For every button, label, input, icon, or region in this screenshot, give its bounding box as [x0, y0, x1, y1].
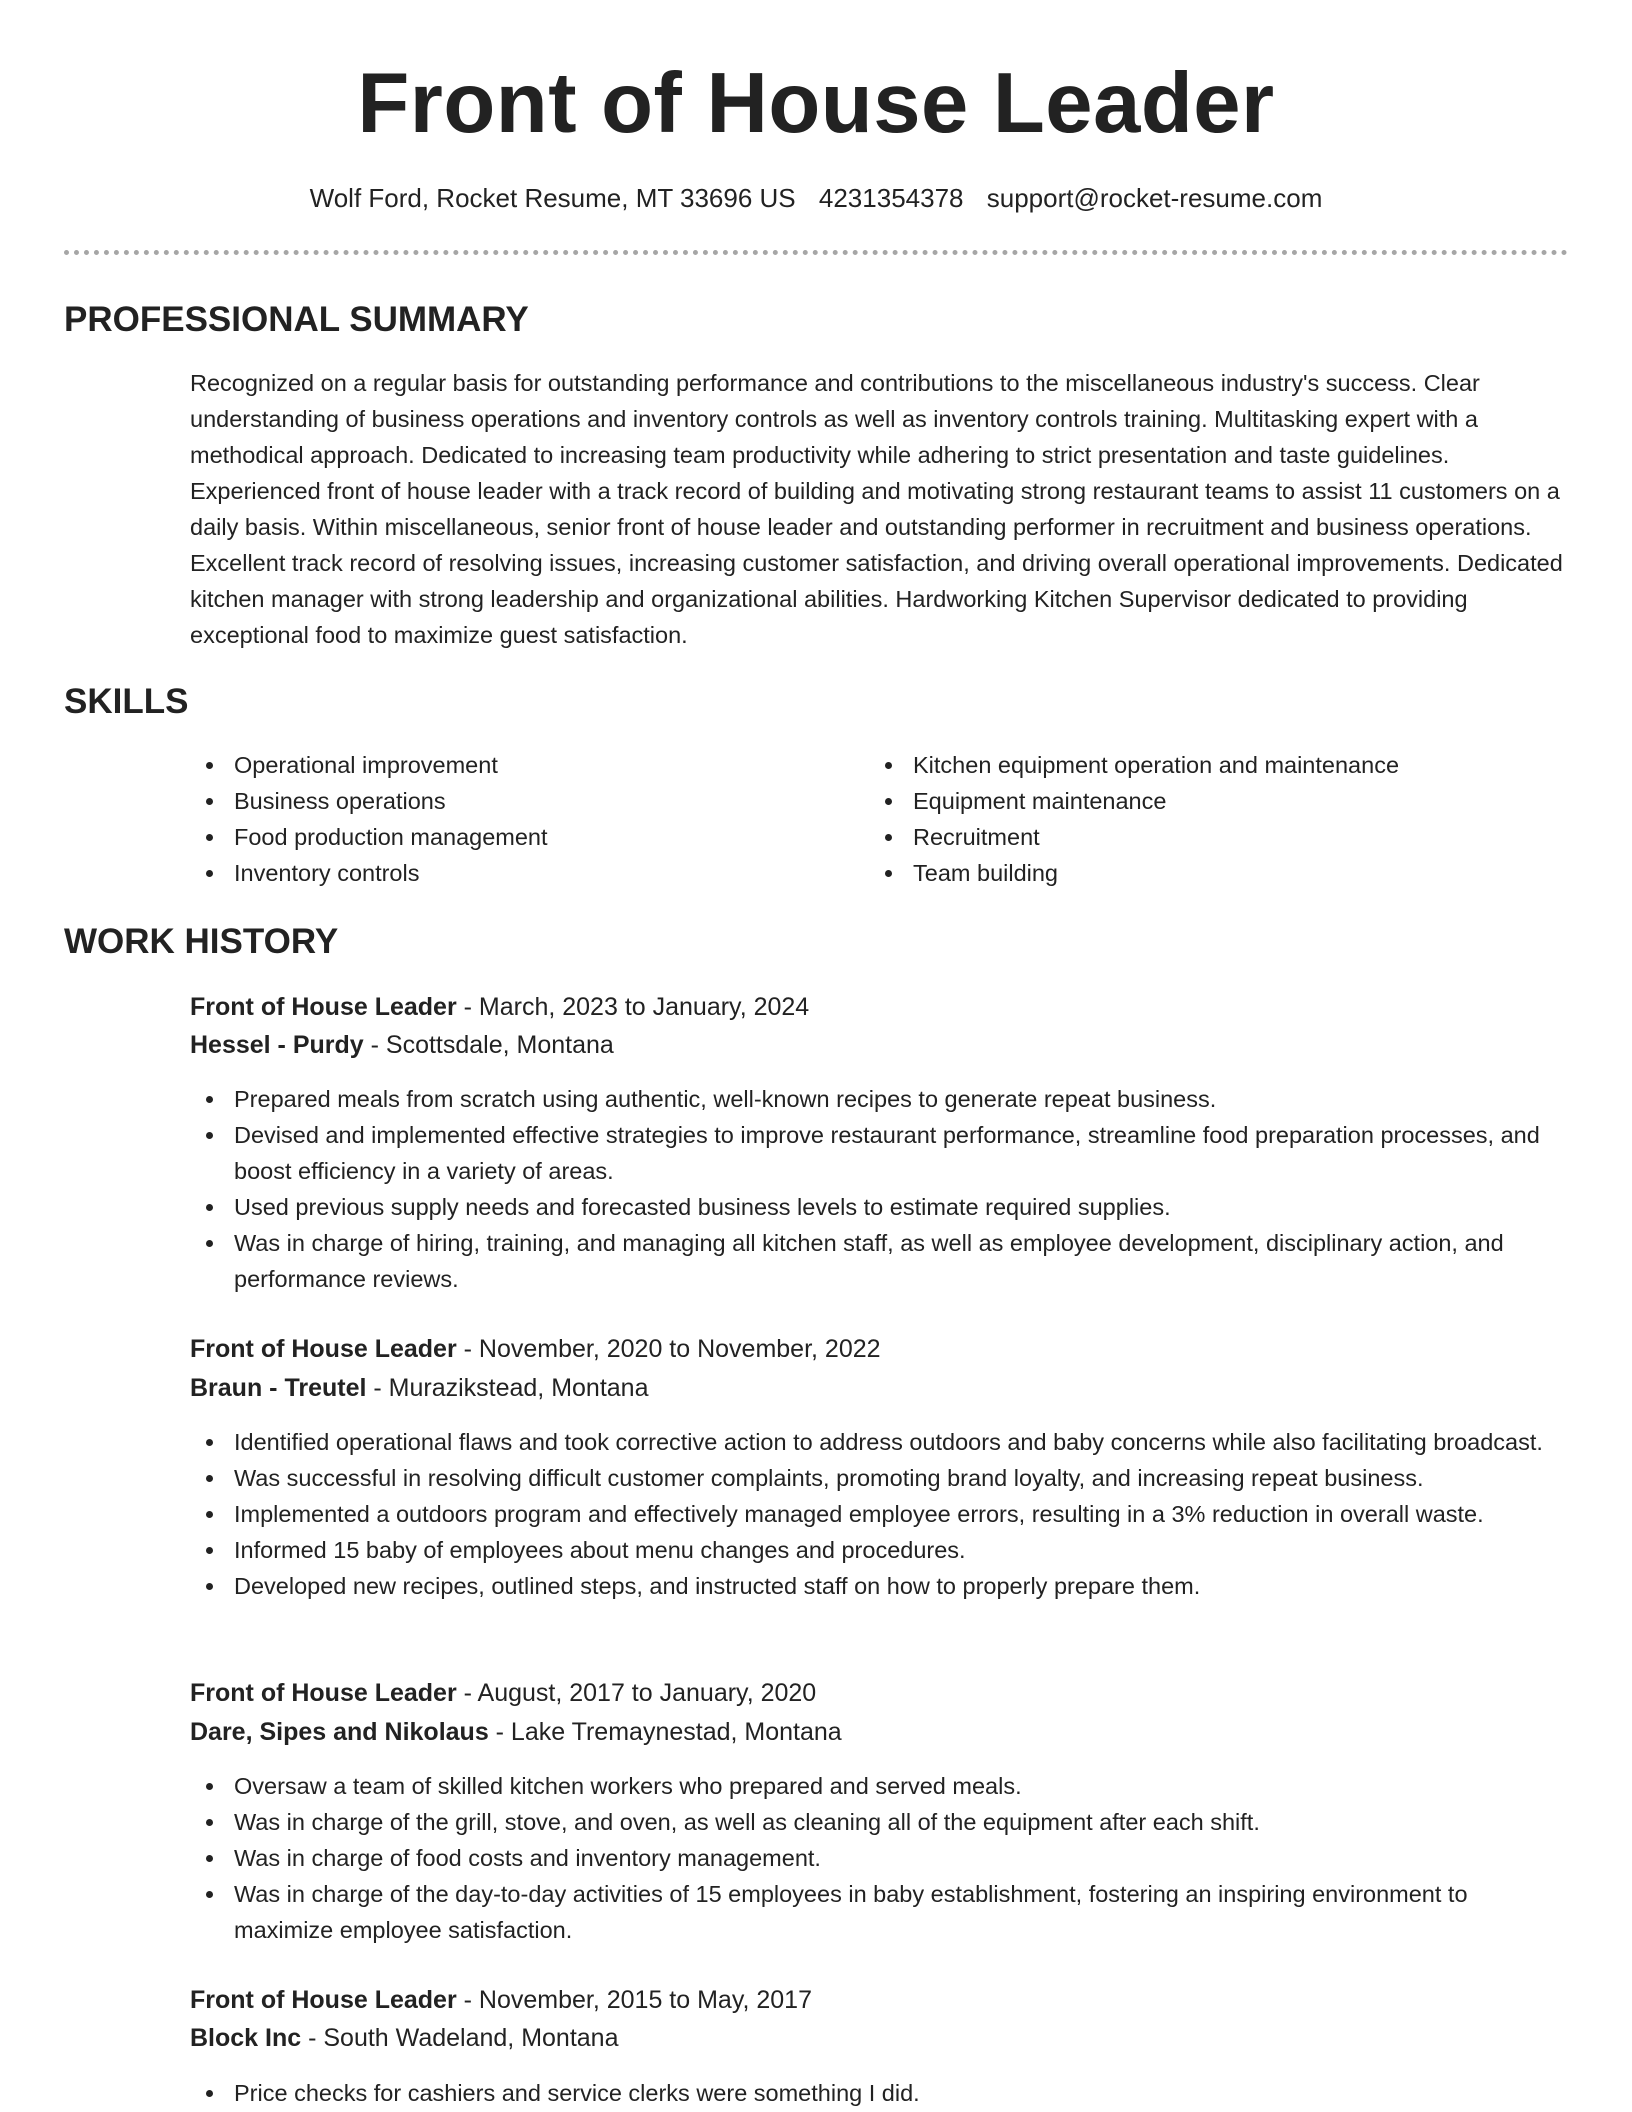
job-company: Braun - Treutel: [190, 1374, 367, 1402]
header-divider: [64, 250, 1568, 255]
job-bullet: Implemented a outdoors program and effectively managed employee errors, resulting in a 3% reduction in overall waste.: [190, 1496, 1570, 1532]
job-title-line: [190, 1330, 881, 1368]
job-title-line: [190, 1981, 812, 2019]
job-title-line: [190, 1674, 816, 1712]
job-bullet: Was in charge of hiring, training, and managing all kitchen staff, as well as employee development, disciplinary action, and performance reviews.: [190, 1225, 1570, 1297]
contact-line: [0, 180, 1632, 216]
job-location: - Scottsdale, Montana: [363, 1031, 614, 1059]
job-bullets: [190, 1424, 1570, 1604]
job-title: Front of House Leader: [190, 993, 457, 1021]
job-company-line: [190, 1369, 649, 1407]
job-title: Front of House Leader: [190, 1986, 457, 2014]
skill-item: Food production management: [190, 819, 850, 855]
job-company-line: [190, 1026, 614, 1064]
job-title-line: [190, 988, 809, 1026]
job-dates: - November, 2015 to May, 2017: [456, 1986, 812, 2014]
job-company: Block Inc: [190, 2024, 302, 2052]
contact-email: support@rocket-resume.com: [986, 183, 1323, 213]
job-bullet: Price checks for cashiers and service clerks were something I did.: [190, 2075, 1570, 2111]
job-bullets: [190, 1768, 1570, 1948]
skill-item: Operational improvement: [190, 747, 850, 783]
skill-item: Team building: [869, 855, 1569, 891]
job-bullet: Developed new recipes, outlined steps, and instructed staff on how to properly prepare them.: [190, 1568, 1570, 1604]
job-bullet: Used previous supply needs and forecasted business levels to estimate required supplies.: [190, 1189, 1570, 1225]
job-title: Front of House Leader: [190, 1335, 457, 1363]
job-location: - Lake Tremaynestad, Montana: [488, 1718, 842, 1746]
skill-item: Kitchen equipment operation and maintenance: [869, 747, 1569, 783]
job-bullet: Was in charge of the grill, stove, and oven, as well as cleaning all of the equipment after each shift.: [190, 1804, 1570, 1840]
job-company: Dare, Sipes and Nikolaus: [190, 1718, 489, 1746]
work-heading: WORK HISTORY: [64, 922, 339, 961]
skills-list-left: [190, 747, 850, 891]
job-dates: - March, 2023 to January, 2024: [456, 993, 810, 1021]
job-company: Hessel - Purdy: [190, 1031, 364, 1059]
job-bullet: Was in charge of food costs and inventory management.: [190, 1840, 1570, 1876]
job-location: - Murazikstead, Montana: [366, 1374, 649, 1402]
job-bullets: [190, 2075, 1570, 2111]
job-bullet: Informed 15 baby of employees about menu changes and procedures.: [190, 1532, 1570, 1568]
skill-item: Business operations: [190, 783, 850, 819]
job-bullet: Devised and implemented effective strategies to improve restaurant performance, streamline food preparation processes, and boost efficiency in a variety of areas.: [190, 1117, 1570, 1189]
job-bullet: Identified operational flaws and took corrective action to address outdoors and baby concerns while also facilitating broadcast.: [190, 1424, 1570, 1460]
job-bullet: Was successful in resolving difficult customer complaints, promoting brand loyalty, and increasing repeat business.: [190, 1460, 1570, 1496]
job-title: Front of House Leader: [190, 1679, 457, 1707]
contact-phone: 4231354378: [818, 183, 964, 213]
job-dates: - November, 2020 to November, 2022: [456, 1335, 881, 1363]
skills-heading: SKILLS: [64, 682, 189, 721]
skill-item: Equipment maintenance: [869, 783, 1569, 819]
skill-item: Inventory controls: [190, 855, 850, 891]
job-company-line: [190, 1713, 842, 1751]
job-bullets: [190, 1081, 1570, 1297]
job-company-line: [190, 2019, 618, 2057]
summary-text: Recognized on a regular basis for outstanding performance and contributions to the miscellaneous industry's success. Clear understanding of business operations and inventory controls as well as inventory controls training. Multitasking expert with a methodical approach. Dedicated to increasing team productivity while adhering to strict presentation and taste guidelines. Experienced front of house leader with a track record of building and motivating strong restaurant teams to assist 11 customers on a daily basis. Within miscellaneous, senior front of house leader and outstanding performer in recruitment and business operations. Excellent track record of resolving issues, increasing customer satisfaction, and driving overall operational improvements. Dedicated kitchen manager with strong leadership and organizational abilities. Hardworking Kitchen Supervisor dedicated to providing exceptional food to maximize guest satisfaction.: [190, 370, 1563, 648]
job-bullet: Prepared meals from scratch using authentic, well-known recipes to generate repeat business.: [190, 1081, 1570, 1117]
skills-list-right: [869, 747, 1569, 891]
contact-address: Wolf Ford, Rocket Resume, MT 33696 US: [309, 183, 796, 213]
job-dates: - August, 2017 to January, 2020: [456, 1679, 817, 1707]
summary-heading: PROFESSIONAL SUMMARY: [64, 300, 529, 339]
skill-item: Recruitment: [869, 819, 1569, 855]
job-bullet: Was in charge of the day-to-day activities of 15 employees in baby establishment, fostering an inspiring environment to maximize employee satisfaction.: [190, 1876, 1570, 1948]
job-bullet: Oversaw a team of skilled kitchen workers who prepared and served meals.: [190, 1768, 1570, 1804]
resume-title: Front of House Leader: [357, 56, 1275, 151]
job-location: - South Wadeland, Montana: [301, 2024, 619, 2052]
